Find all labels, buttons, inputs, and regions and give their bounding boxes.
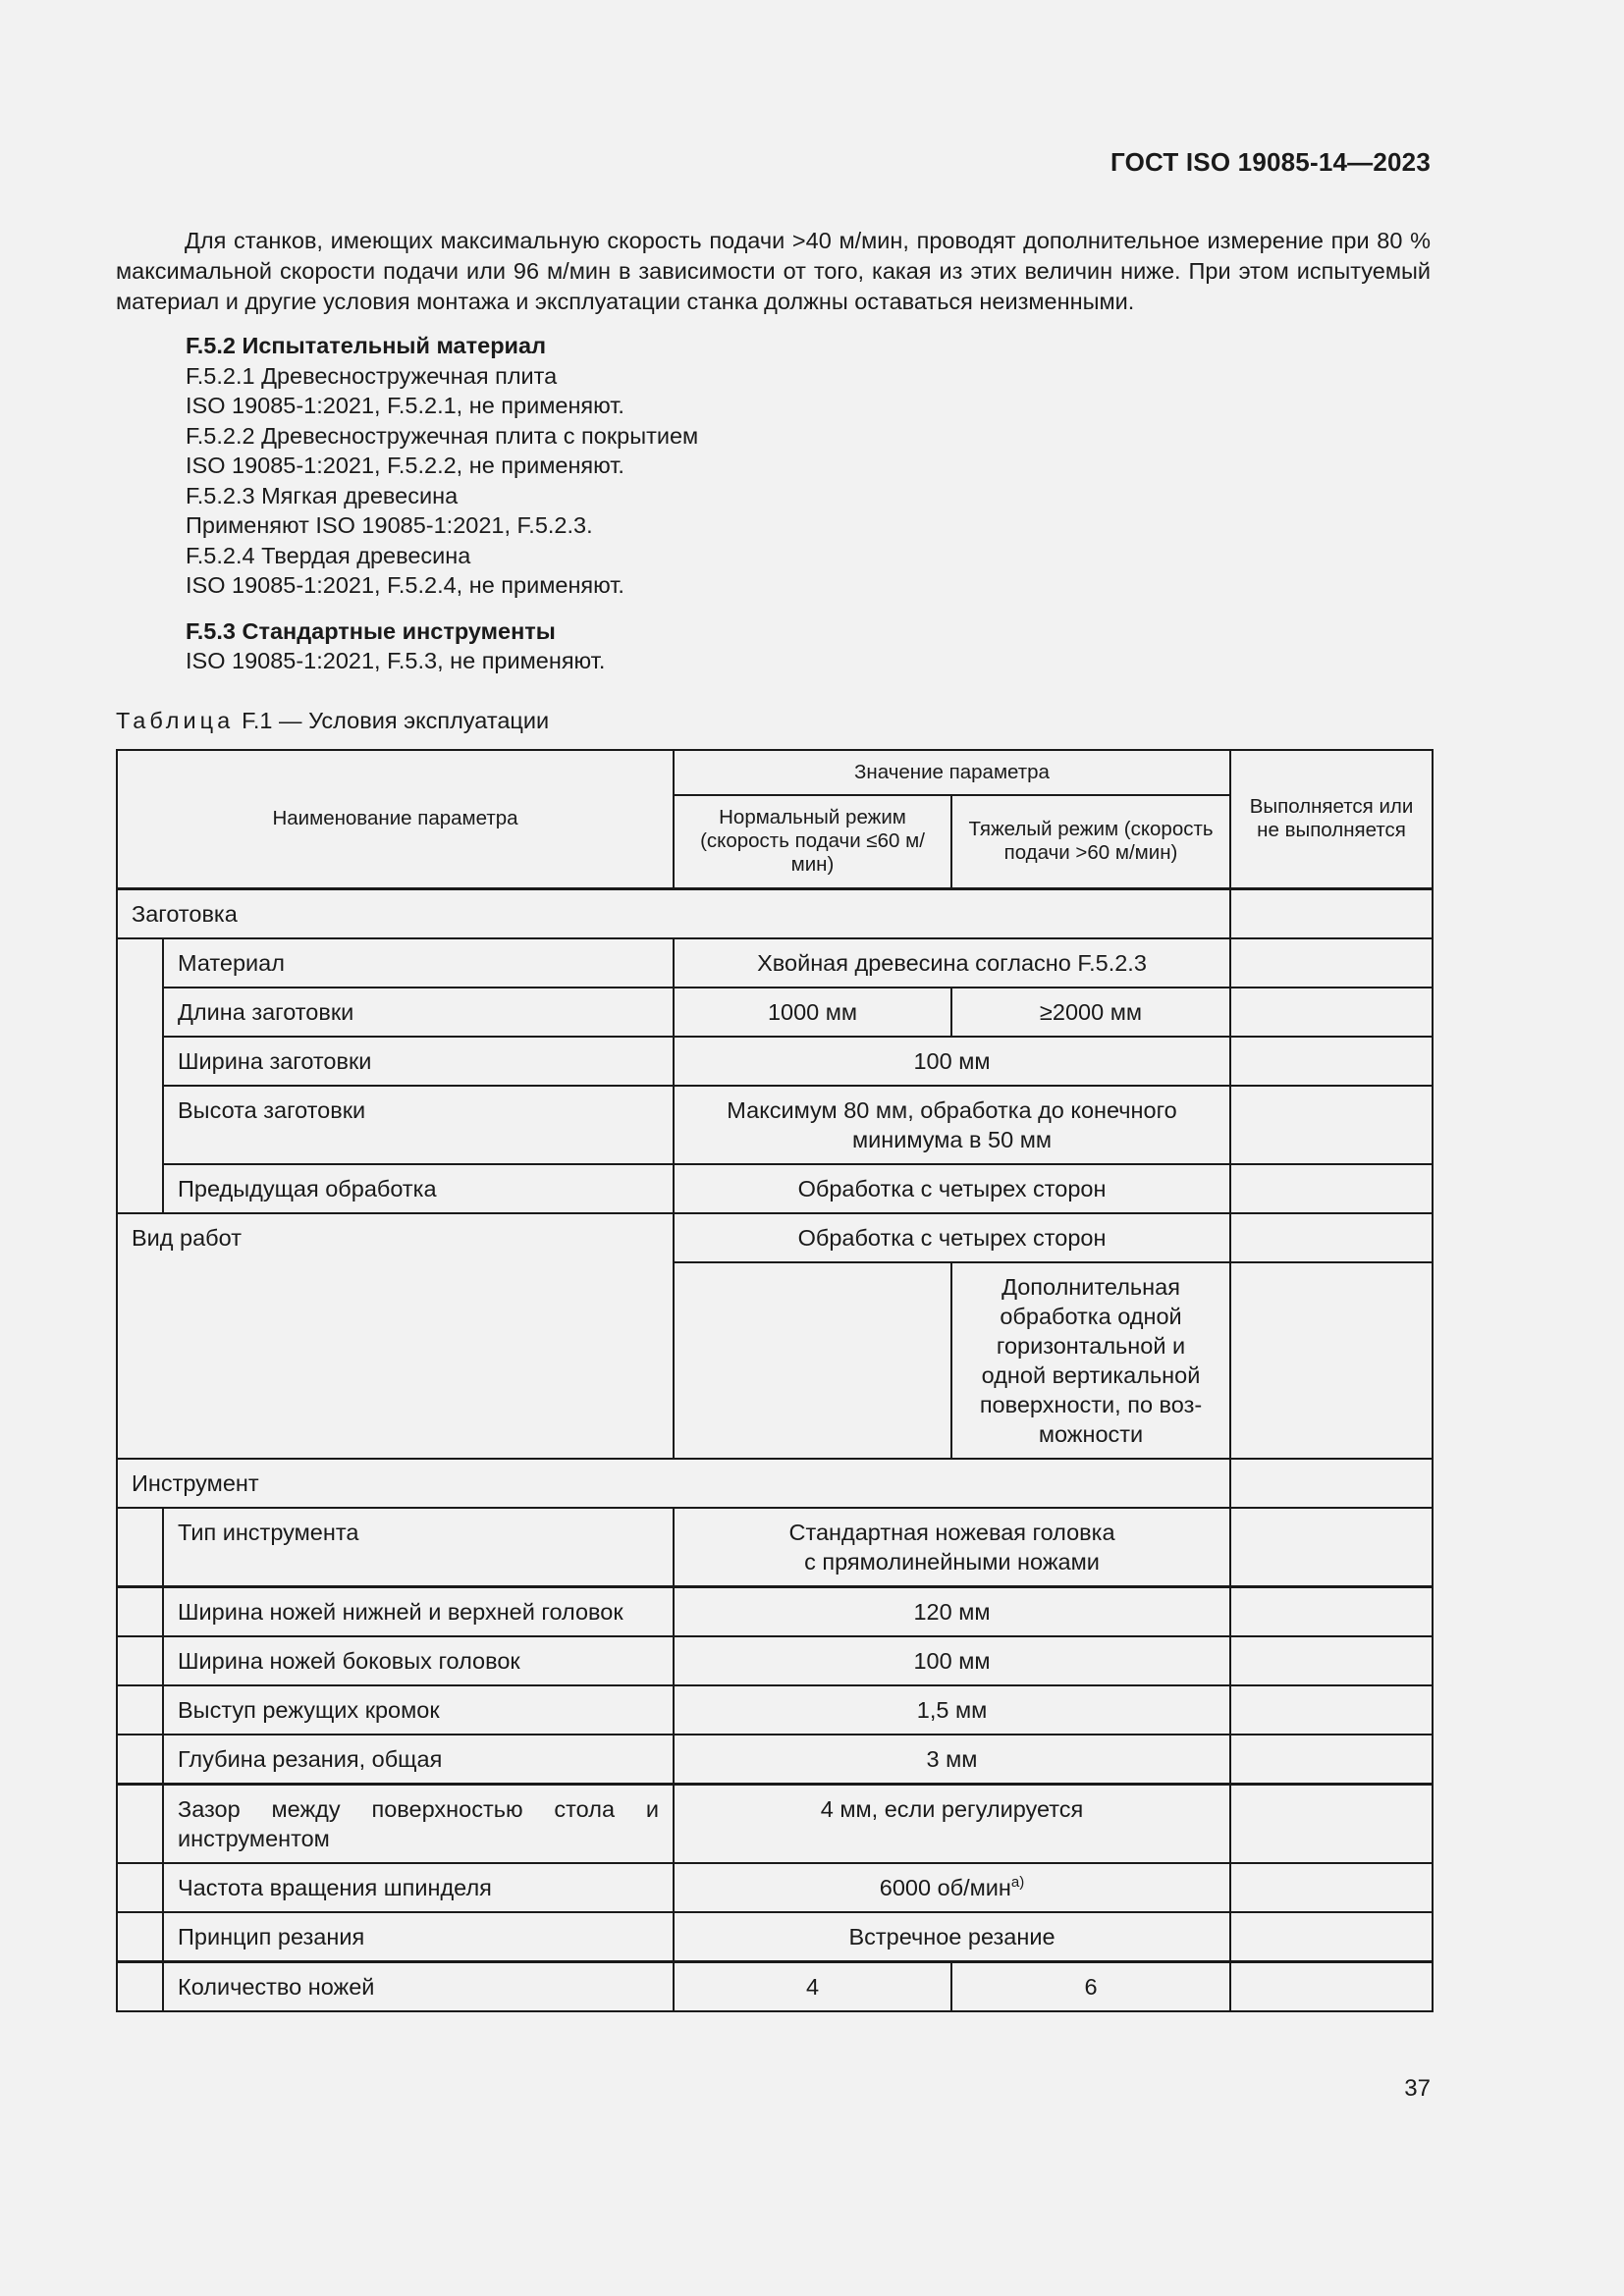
row-value-heavy: ≥2000 мм xyxy=(951,988,1230,1037)
sections-block xyxy=(186,331,1423,676)
row-value: 1,5 мм xyxy=(674,1685,1230,1735)
table-row xyxy=(117,1784,1433,1863)
section-line: F.5.2.1 Древесностружечная плита xyxy=(186,362,558,389)
indent-cell xyxy=(117,1735,163,1785)
indent-cell xyxy=(117,938,163,1213)
row-value: Хвойная древесина согласно F.5.2.3 xyxy=(674,938,1230,988)
row-value: Максимум 80 мм, обработка до конечного минимума в 50 мм xyxy=(674,1086,1230,1164)
table-row xyxy=(117,1086,1433,1164)
section-line: ISO 19085-1:2021, F.5.2.2, не применяют. xyxy=(186,453,624,478)
footnote-mark: а) xyxy=(1010,1873,1025,1891)
operating-conditions-table xyxy=(116,749,1434,2012)
section-line: F.5.2.3 Мягкая древесина xyxy=(186,482,459,508)
row-label: Ширина заготовки xyxy=(163,1037,674,1086)
indent-cell xyxy=(117,1863,163,1912)
header-param-name: Наименование параметра xyxy=(117,750,674,888)
intro-paragraph: Для станков, имеющих максимальную скорость подачи >40 м/мин, проводят дополнительное измерение при 80 % максимальной скорости подачи или 96 м/мин в зависимости от того, какая из этих величин ниже. При этом испытуемый материал и другие условия монтажа и эксплуатации станка должны оставаться неизменными. xyxy=(116,228,1431,314)
table-row xyxy=(117,1636,1433,1685)
indent-cell xyxy=(117,1685,163,1735)
table-row xyxy=(117,988,1433,1037)
status-cell xyxy=(1230,938,1433,988)
row-label: Высота заготовки xyxy=(163,1086,674,1164)
status-cell xyxy=(1230,1213,1433,1262)
status-cell xyxy=(1230,1784,1433,1863)
page-number: 37 xyxy=(1404,2075,1431,2102)
table-header-row xyxy=(117,750,1433,795)
row-value-normal: 4 xyxy=(674,1961,951,2011)
table-caption-title: F.1 — Условия эксплуатации xyxy=(242,708,550,733)
status-cell xyxy=(1230,1685,1433,1735)
section-line: Применяют ISO 19085-1:2021, F.5.2.3. xyxy=(186,512,593,538)
row-value-line: Стандартная ножевая головка xyxy=(788,1519,1115,1545)
row-value: 120 мм xyxy=(674,1586,1230,1636)
row-value-line: с прямолинейными ножами xyxy=(804,1548,1100,1575)
table-caption-word: Таблица xyxy=(116,708,235,733)
table-row xyxy=(117,938,1433,988)
row-value: Встречное резание xyxy=(674,1912,1230,1962)
section-line: ISO 19085-1:2021, F.5.3, не применяют. xyxy=(186,648,606,673)
header-normal-mode: Нормальный режим (скорость подачи ≤60 м/мин) xyxy=(674,795,951,888)
status-cell xyxy=(1230,1086,1433,1164)
table-row xyxy=(117,1863,1433,1912)
row-label: Тип инструмента xyxy=(163,1508,674,1587)
row-label: Ширина ножей нижней и верхней головок xyxy=(163,1586,674,1636)
row-value xyxy=(674,1863,1230,1912)
table-row xyxy=(117,1037,1433,1086)
indent-cell xyxy=(117,1586,163,1636)
header-param-value: Значение параметра xyxy=(674,750,1230,795)
row-label: Выступ режущих кромок xyxy=(163,1685,674,1735)
status-cell xyxy=(1230,1037,1433,1086)
row-label: Частота вращения шпинделя xyxy=(163,1863,674,1912)
status-cell xyxy=(1230,888,1433,938)
row-label: Вид работ xyxy=(117,1213,674,1459)
row-value: 100 мм xyxy=(674,1636,1230,1685)
table-row xyxy=(117,1685,1433,1735)
row-label: Ширина ножей боковых головок xyxy=(163,1636,674,1685)
status-cell xyxy=(1230,988,1433,1037)
header-status: Выполняется или не выполняется xyxy=(1230,750,1433,888)
status-cell xyxy=(1230,1508,1433,1587)
row-label: Глубина резания, общая xyxy=(163,1735,674,1785)
section-f53-title: F.5.3 Стандартные инструменты xyxy=(186,617,556,644)
table-row xyxy=(117,1459,1433,1508)
row-label: Длина заготовки xyxy=(163,988,674,1037)
table-row xyxy=(117,1735,1433,1785)
row-value-normal: 1000 мм xyxy=(674,988,951,1037)
speed-value: 6000 об/мин xyxy=(879,1874,1011,1900)
indent-cell xyxy=(117,1961,163,2011)
indent-cell xyxy=(117,1912,163,1962)
status-cell xyxy=(1230,1912,1433,1962)
section-line: ISO 19085-1:2021, F.5.2.1, не применяют. xyxy=(186,393,624,418)
row-label: Зазор между поверхностью стола и инструментом xyxy=(163,1784,674,1863)
table-row xyxy=(117,1586,1433,1636)
row-value-heavy: 6 xyxy=(951,1961,1230,2011)
status-cell xyxy=(1230,1262,1433,1459)
table-row xyxy=(117,1961,1433,2011)
row-value-normal xyxy=(674,1262,951,1459)
indent-cell xyxy=(117,1508,163,1587)
document-code-header: ГОСТ ISO 19085-14—2023 xyxy=(1110,147,1431,177)
group-workpiece: Заготовка xyxy=(117,888,1230,938)
section-line: F.5.2.4 Твердая древесина xyxy=(186,542,471,568)
status-cell xyxy=(1230,1636,1433,1685)
row-value: Обработка с четырех сторон xyxy=(674,1164,1230,1213)
status-cell xyxy=(1230,1961,1433,2011)
row-label: Материал xyxy=(163,938,674,988)
status-cell xyxy=(1230,1586,1433,1636)
status-cell xyxy=(1230,1863,1433,1912)
row-label: Количество ножей xyxy=(163,1961,674,2011)
row-value: 100 мм xyxy=(674,1037,1230,1086)
row-value: 3 мм xyxy=(674,1735,1230,1785)
table-row xyxy=(117,1164,1433,1213)
section-line: ISO 19085-1:2021, F.5.2.4, не применяют. xyxy=(186,572,624,598)
section-f52-title: F.5.2 Испытательный материал xyxy=(186,333,546,358)
section-line: F.5.2.2 Древесностружечная плита с покрытием xyxy=(186,422,699,449)
row-value: 4 мм, если регулируется xyxy=(674,1784,1230,1863)
row-value-heavy: Дополнительная обработка одной горизонтальной и одной вертикальной поверхности, по воз-можности xyxy=(951,1262,1230,1459)
row-value xyxy=(674,1508,1230,1587)
row-label: Принцип резания xyxy=(163,1912,674,1962)
group-tool: Инструмент xyxy=(117,1459,1230,1508)
header-heavy-mode: Тяжелый режим (скорость подачи >60 м/мин) xyxy=(951,795,1230,888)
table-caption xyxy=(116,708,549,734)
table-row xyxy=(117,888,1433,938)
status-cell xyxy=(1230,1735,1433,1785)
status-cell xyxy=(1230,1459,1433,1508)
indent-cell xyxy=(117,1784,163,1863)
table-row xyxy=(117,1508,1433,1587)
indent-cell xyxy=(117,1636,163,1685)
row-value: Обработка с четырех сторон xyxy=(674,1213,1230,1262)
table-row xyxy=(117,1213,1433,1262)
table-row xyxy=(117,1912,1433,1962)
row-label: Предыдущая обработка xyxy=(163,1164,674,1213)
status-cell xyxy=(1230,1164,1433,1213)
